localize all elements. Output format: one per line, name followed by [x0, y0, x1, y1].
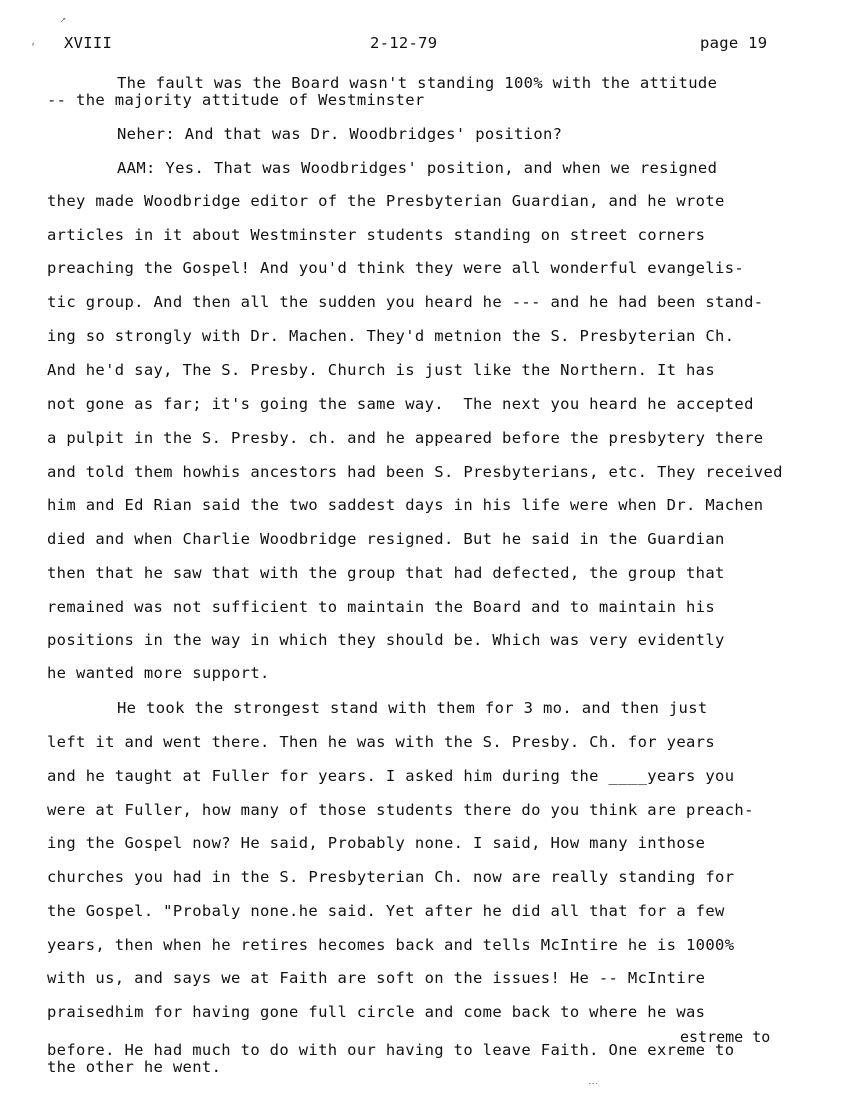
text-line: he wanted more support. [47, 664, 270, 682]
text-line: the other he went. [47, 1058, 222, 1076]
text-line: they made Woodbridge editor of the Presbyterian Guardian, and he wrote [47, 192, 725, 210]
text-line: and he taught at Fuller for years. I asked him during the ____years you [47, 767, 735, 785]
text-line: ing the Gospel now? He said, Probably none. I said, How many inthose [47, 834, 706, 852]
document-date: 2-12-79 [370, 34, 438, 52]
text-line: -- the majority attitude of Westminster [47, 91, 425, 109]
text-line: a pulpit in the S. Presby. ch. and he appeared before the presbytery there [47, 429, 764, 447]
chapter-number: XVIII [64, 34, 113, 52]
text-line: preaching the Gospel! And you'd think they were all wonderful evangelis- [47, 259, 745, 277]
text-line: positions in the way in which they should be. Which was very evidently [47, 631, 725, 649]
text-line: Neher: And that was Dr. Woodbridges' position? [117, 125, 563, 143]
text-line: with us, and says we at Faith are soft on the issues! He -- McIntire [47, 969, 706, 987]
text-line: and told them howhis ancestors had been S. Presbyterians, etc. They received [47, 463, 783, 481]
text-line: the Gospel. "Probaly none.he said. Yet after he did all that for a few [47, 902, 725, 920]
text-line: articles in it about Westminster students standing on street corners [47, 226, 706, 244]
text-line: remained was not sufficient to maintain the Board and to maintain his [47, 598, 716, 616]
text-line: him and Ed Rian said the two saddest days in his life were when Dr. Machen [47, 496, 764, 514]
text-line: were at Fuller, how many of those students there do you think are preach- [47, 801, 754, 819]
scan-fleck: ↗ [60, 14, 67, 25]
text-line: praisedhim for having gone full circle and come back to where he was [47, 1003, 706, 1021]
text-line: before. He had much to do with our having to leave Faith. One exreme to [47, 1041, 735, 1059]
text-line: left it and went there. Then he was with the S. Presby. Ch. for years [47, 733, 716, 751]
text-line: died and when Charlie Woodbridge resigned. But he said in the Guardian [47, 530, 725, 548]
page-number: page 19 [700, 34, 768, 52]
text-line: years, then when he retires hecomes back and tells McIntire he is 1000% [47, 936, 735, 954]
handwritten-correction: estreme to [680, 1028, 771, 1046]
text-line: AAM: Yes. That was Woodbridges' position, and when we resigned [117, 159, 718, 177]
text-line: And he'd say, The S. Presby. Church is just like the Northern. It has [47, 361, 716, 379]
scan-fleck: ‘ [30, 42, 37, 53]
text-line: churches you had in the S. Presbyterian Ch. now are really standing for [47, 868, 735, 886]
text-line: The fault was the Board wasn't standing 100% with the attitude [117, 74, 718, 92]
text-line: ing so strongly with Dr. Machen. They'd metnion the S. Presbyterian Ch. [47, 327, 735, 345]
scan-fleck: ․․․ [588, 1076, 599, 1087]
text-line: tic group. And then all the sudden you heard he --- and he had been stand- [47, 293, 764, 311]
text-line: then that he saw that with the group that had defected, the group that [47, 564, 725, 582]
text-line: He took the strongest stand with them for 3 mo. and then just [117, 699, 708, 717]
text-line: not gone as far; it's going the same way. The next you heard he accepted [47, 395, 754, 413]
